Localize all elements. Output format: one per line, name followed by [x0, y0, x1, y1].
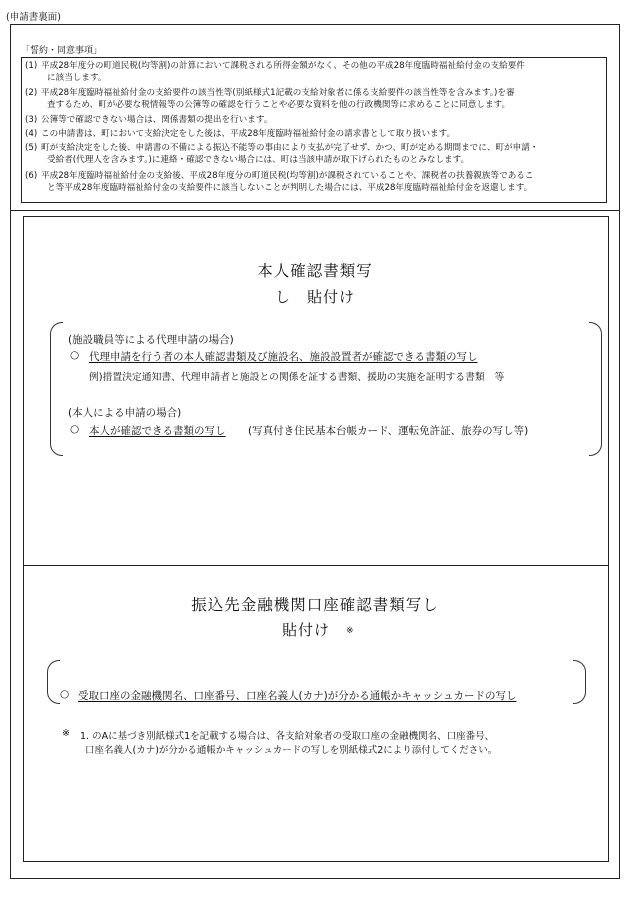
proxy-heading: (施設職員等による代理申請の場合) — [68, 334, 234, 346]
self-required-document: 本人が確認できる書類の写し — [89, 425, 226, 437]
bank-footnote-mark: ※ — [62, 728, 70, 739]
id-bracket-right — [589, 322, 602, 456]
pledge-heading: 「誓約・同意事項」 — [21, 46, 103, 56]
bank-required-document: 受取口座の金融機関名、口座番号、口座名義人(カナ)が分かる通帳かキャッシュカードの写し — [78, 690, 517, 702]
bank-footnote-line: 1. のAに基づき別紙様式1を記載する場合は、各支給対象者の受取口座の金融機関名、口座番号、 — [80, 731, 495, 742]
pledge-item-number: (1) — [25, 61, 38, 71]
pledge-item-line: と等平成28年度臨時福祉給付金の支給要件に該当しないことが判明した場合には、平成28年度臨時福祉給付金を返還します。 — [47, 183, 533, 193]
bank-footnote-line: 口座名義人(カナ)が分かる通帳かキャッシュカードの写しを別紙様式2により添付してください。 — [85, 745, 498, 756]
bank-section-subtitle: 貼付け — [282, 621, 331, 639]
bank-section-mark: ※ — [346, 626, 354, 636]
id-section-subtitle: し 貼付け — [274, 288, 355, 306]
bank-bracket-right — [573, 660, 586, 704]
pledge-item-line: 受給者(代理人を含みます。)に連絡・確認できない場合には、町は当該申請が取下げられたものとみなします。 — [47, 155, 470, 165]
pledge-item-number: (5) — [25, 143, 38, 153]
pledge-item-line: この申請書は、町において支給決定をした後は、平成28年度臨時福祉給付金の請求書として取り扱います。 — [41, 129, 456, 139]
attachment-panel-divider — [23, 565, 609, 566]
pledge-item-number: (6) — [25, 171, 38, 181]
pledge-item-number: (2) — [25, 88, 38, 98]
self-heading: (本人による申請の場合) — [68, 407, 182, 419]
proxy-required-document: 代理申請を行う者の本人確認書類及び施設名、施設設置者が確認できる書類の写し — [89, 351, 478, 363]
pledge-item-line: 公簿等で確認できない場合は、関係書類の提出を行います。 — [41, 115, 273, 125]
bank-section-title: 振込先金融機関口座確認書類写し — [191, 596, 439, 614]
pledge-item-line: 査するため、町が必要な税情報等の公簿等の確認を行うことや必要な資料を他の行政機関等に求めることに同意します。 — [47, 100, 511, 110]
proxy-example: 例)措置決定通知書、代理申請者と施設との関係を証する書類、援助の実施を証明する書類 等 — [89, 372, 505, 383]
page-header-label: (申請書裏面) — [6, 12, 61, 23]
pledge-item-line: 平成28年度臨時福祉給付金の支給要件の該当性等(別紙様式1記載の支給対象者に係る支給要件の該当性等を含みます。)を審 — [41, 88, 515, 98]
id-bracket-left — [50, 322, 63, 456]
proxy-circle: ○ — [70, 349, 80, 361]
pledge-item-number: (3) — [25, 115, 38, 125]
pledge-item-number: (4) — [25, 129, 38, 139]
pledge-item-line: 平成28年度分の町道民税(均等割)の計算において課税される所得金額がなく、その他の平成28年度臨時福祉給付金の支給要件 — [41, 61, 525, 71]
section-divider — [10, 210, 620, 211]
id-section-title: 本人確認書類写 — [257, 262, 373, 280]
self-document-examples: (写真付き住民基本台帳カード、運転免許証、旅券の写し等) — [248, 425, 529, 437]
bank-bracket-left — [47, 660, 60, 704]
bank-circle: ○ — [60, 688, 70, 700]
self-circle: ○ — [70, 423, 80, 435]
attachment-panel — [23, 216, 609, 862]
pledge-item-line: 平成28年度臨時福祉給付金の支給後、平成28年度分の町道民税(均等割)が課税されていることや、課税者の扶養親族等であるこ — [41, 171, 534, 181]
pledge-item-line: 町が支給決定をした後、申請書の不備による振込不能等の事由により支払が完了せず、かつ、町が定める期間までに、町が申請・ — [41, 143, 539, 153]
pledge-item-line: に該当します。 — [47, 73, 107, 83]
